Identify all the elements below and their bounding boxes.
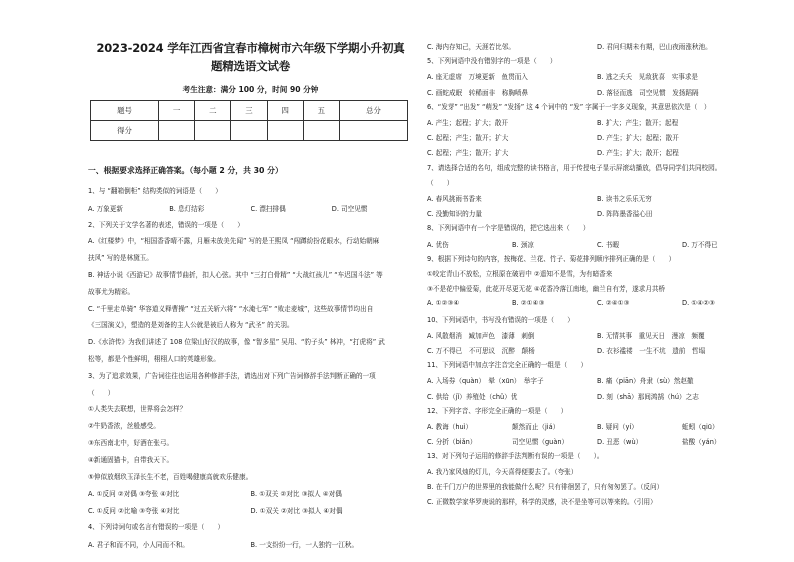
score-cell: [195, 121, 231, 141]
score-table-score-row: [91, 121, 408, 141]
answer-option: C. 海内存知己，天涯若比邻。: [427, 43, 515, 51]
answer-option: D. 君问归期未有期，巴山夜雨涨秋池。: [597, 43, 712, 51]
answer-option: D. 落径而逃 司空见惯 发扬蹈隔: [597, 88, 699, 97]
question-line: ③不是花中偏爱菊，此花开尽更无花 ④花香冷落江南地，幽兰自有芳，遂求月共桥: [427, 285, 666, 294]
score-cell: [231, 121, 267, 141]
answer-option: C. 漂扫排偶: [250, 204, 286, 213]
answer-option: D. 万不得已: [682, 240, 718, 249]
question-line: 故事尤为精彩。: [88, 287, 135, 296]
question-line: 5、下列词语中没有错别字的一项是（ ）: [427, 57, 557, 66]
question-line: 6、“发芽” “出发” “萌发” “发扬” 这 4 个词中的 “发” 字属于一字多义现象，其意思依次是（ ）: [427, 102, 711, 111]
answer-option: D. 产生；扩大；起程；散开: [597, 134, 679, 143]
score-table-header-row: [91, 101, 408, 121]
answer-option: 蚯蚓（qiū）: [682, 423, 719, 431]
question-line: （ ）: [88, 388, 115, 397]
answer-option: D. 丑恶（wù）: [597, 438, 643, 447]
score-cell: 题号: [91, 101, 159, 121]
answer-option: C. 分折（biǎn）: [427, 438, 477, 447]
score-table: [90, 100, 408, 141]
answer-option: 盐酸（yán）: [682, 438, 721, 447]
question-line: A. 我乃家风烛的灯儿，今天喜得便要去了。（夸张）: [427, 467, 578, 476]
title-line-1: 2023-2024 学年江西省宜春市樟树市六年级下学期小升初真: [96, 41, 405, 55]
answer-option: B. 一支纷纷一行，一人独钓一江秋。: [250, 540, 359, 549]
answer-option: C. 起程；产生；散开；扩大: [427, 149, 509, 158]
score-cell: 一: [159, 101, 195, 121]
question-line: （ ）: [427, 178, 454, 187]
answer-option: A. 产生；起程；扩大；散开: [427, 119, 509, 127]
answer-option: B. 扩大；产生；散开；起程: [597, 119, 679, 127]
answer-option: D. ①④②③: [682, 299, 715, 308]
answer-option: D. 产生；扩大；散开；起程: [597, 149, 679, 158]
answer-option: A. 万象更新: [88, 204, 123, 213]
answer-option: A. 春风挑雨书香来: [427, 195, 482, 203]
score-cell: 五: [303, 101, 339, 121]
score-cell: [303, 121, 339, 141]
score-cell: 三: [231, 101, 267, 121]
answer-option: C. 书暇: [597, 240, 619, 249]
answer-option: B. 逃之夭夭 见敌犹喜 实事求是: [597, 73, 699, 82]
question-line: B. 神话小说《西游记》故事情节曲折，扣人心弦。其中 “三打白骨精” “大战红孩儿” “车迟国斗法” 等: [88, 271, 383, 279]
question-line: C. 正微数学家华罗庚说的那样，科学的灵感，决不是坐等可以等来的。（引用）: [427, 498, 657, 506]
answer-option: C. ①反问 ②比喻 ③夸张 ④对比: [88, 507, 180, 516]
answer-option: D. ①双关 ②对比 ③拟人 ④对偶: [250, 507, 343, 516]
score-cell: 得分: [91, 121, 159, 141]
answer-option: D. 司空见惯: [331, 204, 368, 213]
question-line: 8、下列词语中有一个字是错误的，把它选出来（ ）: [427, 224, 590, 233]
answer-option: C. 起程；产生；散开；扩大: [427, 134, 509, 143]
score-cell: 四: [267, 101, 303, 121]
answer-option: B. 无情其事 重见天日 漫凉 频覆: [597, 331, 705, 340]
answer-option: A. ①反问 ②对偶 ③夸张 ④对比: [88, 490, 180, 499]
answer-option: A. 风散烟消 臧加声色 漆薄 刺倒: [427, 331, 535, 340]
question-line: ⑤伸似放烟玖玉泽长生不老，百姓喝健康高就欢乐健康。: [88, 472, 253, 481]
question-line: 7、请选择合适的名句，组成完整的读书格言，用于传授电子显示屏滚动播放，倡导同学们共同校园。: [427, 163, 722, 172]
answer-option: B. 息灯结彩: [169, 204, 205, 213]
answer-option: C. 画蛇成眠 转稀面非 称胸喷鼻: [427, 88, 529, 97]
answer-option: A. 优伤: [427, 240, 449, 249]
answer-option: B. ②①④③: [512, 299, 545, 308]
question-line: A.《红楼梦》中，“相国香香晴不露，月雁未放美先闻” 写的是王熙凤 “闯蹲紛扮花眼水，行动始朝麻: [88, 237, 380, 246]
question-line: ①人类失去联想，世界将会怎样？: [88, 405, 187, 414]
section-heading: 一、根据要求选择正确答案。（每小题 2 分，共 30 分）: [88, 166, 283, 175]
question-line: 11、下列词语中加点字注音完全正确的一组是（ ）: [427, 361, 588, 370]
question-line: ④新通固猫卡，自带我天下。: [88, 455, 174, 464]
answer-option: B. 颈凉: [512, 240, 534, 249]
answer-option: C. ②④①③: [597, 299, 630, 308]
answer-option: A. ①②③④: [427, 299, 460, 308]
question-line: 13、对下列句子运用的修辞手法判断有误的一项是（ ）。: [427, 452, 604, 461]
score-cell: [339, 121, 407, 141]
question-line: 松等，都是个性鲜明，栩栩人口的英雄形象。: [88, 355, 220, 363]
question-line: 《三国演义》，塑造的是刘备的主人公就是被后人称为 “武圣” 的关羽。: [88, 321, 294, 330]
answer-option: B. 疑问（yí）: [597, 423, 638, 431]
title-line-2: 题精选语文试卷: [210, 59, 291, 73]
score-cell: 总分: [339, 101, 407, 121]
question-line: 扶风” 写的是林黛玉。: [88, 254, 153, 263]
score-cell: [159, 121, 195, 141]
answer-option: C. 万不得已 不可思议 沉醉 颠杨: [427, 347, 535, 355]
score-cell: [267, 121, 303, 141]
question-line: 12、下列字音、字形完全正确的一项是（ ）: [427, 406, 568, 415]
question-line: ①咬定青山不放松，立根原在破岩中 ②遥知不是雪，为有暗香来: [427, 270, 613, 278]
question-line: 4、下列诗词句或名言有错误的一项是（ ）: [88, 523, 225, 531]
question-line: ②牛奶香浓，丝般感受。: [88, 422, 160, 431]
answer-option: B. ①双关 ②对比 ③拟人 ④对偶: [250, 490, 342, 499]
exam-info: 考生注意：满分 100 分，时间 90 分钟: [182, 85, 319, 94]
question-line: D.《水浒传》为我们讲述了 108 位梁山好汉的故事，像 “智多星” 吴用、“豹子头” 林冲，“打虎将” 武: [88, 338, 385, 347]
question-line: 1、与 “翻箱倒柜” 结构类似的词语是（ ）: [88, 187, 222, 195]
answer-option: B. 痛（piān）舟隶（sù）然赵撤: [597, 377, 694, 386]
answer-option: A. 教诲（huì）: [427, 423, 473, 431]
question-line: 2、下列关于文学名著的表述，错误的一项是（ ）: [88, 220, 244, 229]
question-line: 9、根据下列诗句的内容，按梅花、兰花、竹子、菊花排列顺序排列正确的是（ ）: [427, 254, 676, 263]
question-line: ③东西南北中，好酒在张弓。: [88, 439, 174, 447]
answer-option: A. 入场券（quàn） 晕（xūn） 举字子: [427, 377, 544, 386]
answer-option: A. 君子和而不同，小人同而不和。: [88, 540, 189, 549]
answer-option: C. 没勤知识的力量: [427, 210, 482, 219]
answer-option: D. 刻（shā）那间鸿鹄（hú）之志: [597, 392, 699, 401]
answer-option: B. 读书之乐乐无穷: [597, 195, 652, 203]
question-line: 3、为了追求效果，广告词往往也运用各种修辞手法，请选出对下列广告词修辞手法判断正确的一项: [88, 371, 376, 380]
answer-option: D. 阵阵墨香溢心田: [597, 210, 653, 219]
question-line: C. “千里走单骑” 华容道义释曹操” “过五关斩六将” “水淹七军” “败走麦城”，这些故事情节均出自: [88, 304, 374, 313]
answer-option: A. 座无虚席 万境更新 鱼贯而入: [427, 73, 528, 82]
answer-option: D. 衣衫褴褛 一生不坑 遗前 哲塌: [597, 347, 706, 355]
answer-option: 颠然而止（jiá）: [512, 423, 560, 431]
answer-option: 司空见惯（guàn）: [512, 438, 569, 447]
score-cell: 二: [195, 101, 231, 121]
question-line: B. 在千门万户的世界里的我能做什么呢？只有徘徊罢了，只有匆匆罢了。（反问）: [427, 482, 664, 491]
answer-option: C. 供给（jǐ）养殖处（chǔ）优: [427, 392, 518, 401]
question-line: 10、下列词语中，书写没有错误的一项是（ ）: [427, 315, 574, 324]
